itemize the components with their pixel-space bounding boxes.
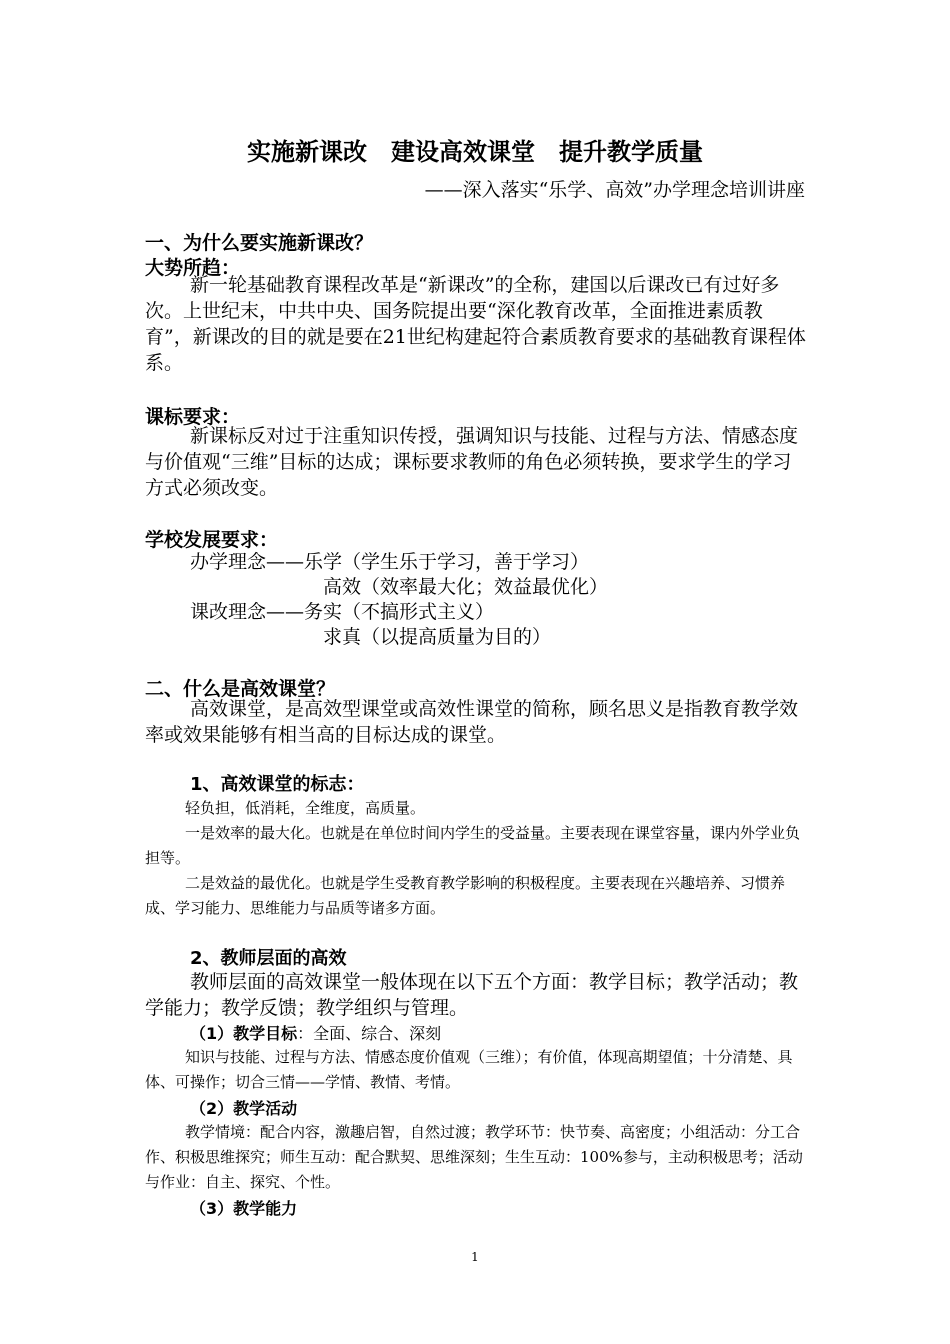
item-3-label: （3）教学能力 [190, 1199, 298, 1218]
sub1-line-3: 二是效益的最优化。也就是学生受教育教学影响的积极程度。主要表现在兴趣培养、习惯养成、学习能力、思维能力与品质等诸多方面。 [145, 874, 786, 917]
item-3-heading [190, 1196, 297, 1219]
school-line-1: 办学理念——乐学（学生乐于学习，善于学习） [190, 551, 590, 573]
item-1-keywords: ：全面、综合、深刻 [297, 1024, 442, 1043]
sub2-intro: 教师层面的高效课堂一般体现在以下五个方面：教学目标；教学活动；教学能力；教学反馈；教学组织与管理。 [145, 971, 799, 1019]
section-2-intro: 高效课堂，是高效型课堂或高效性课堂的简称，顾名思义是指教育教学效率或效果能够有相当高的目标达成的课堂。 [145, 698, 799, 746]
section-2-heading: 二、什么是高效课堂？ [145, 678, 336, 700]
document-subtitle: ——深入落实“乐学、高效”办学理念培训讲座 [424, 179, 805, 201]
standard-paragraph: 新课标反对过于注重知识传授，强调知识与技能、过程与方法、情感态度与价值观“三维”目标的达成；课标要求教师的角色必须转换，要求学生的学习方式必须改变。 [145, 425, 799, 499]
school-line-3: 课改理念——务实（不搞形式主义） [190, 601, 495, 623]
school-line-4: 求真（以提高质量为目的） [323, 626, 552, 648]
page-number: 1 [471, 1250, 479, 1264]
sub1-line-2: 一是效率的最大化。也就是在单位时间内学生的受益量。主要表现在课堂容量，课内外学业负担等。 [145, 824, 801, 867]
item-1-label: （1）教学目标 [190, 1024, 298, 1043]
document-title: 实施新课改 建设高效课堂 提升教学质量 [247, 138, 703, 166]
item-2-heading [190, 1096, 297, 1119]
school-line-2: 高效（效率最大化；效益最优化） [323, 576, 609, 598]
school-heading: 学校发展要求： [145, 529, 279, 551]
sub2-heading: 2、教师层面的高效 [190, 948, 347, 969]
sub1-line-1: 轻负担，低消耗，全维度，高质量。 [185, 799, 426, 817]
trend-heading: 大势所趋： [145, 257, 241, 279]
item-2-text: 教学情境：配合内容，激趣启智，自然过渡；教学环节：快节奏、高密度；小组活动：分工合作、积极思维探究；师生互动：配合默契、思维深刻；生生互动：100%参与，主动积极思考；活动与作业：自主、探究、个性。 [145, 1123, 803, 1191]
item-1-heading [190, 1021, 441, 1044]
trend-paragraph: 新一轮基础教育课程改革是“新课改”的全称，建国以后课改已有过好多次。上世纪末，中共中央、国务院提出要“深化教育改革，全面推进素质教育”，新课改的目的就是要在21世纪构建起符合素质教育要求的基础教育课程体系。 [145, 274, 806, 374]
item-1-text: 知识与技能、过程与方法、情感态度价值观（三维）；有价值，体现高期望值；十分清楚、具体、可操作；切合三情——学情、教情、考情。 [145, 1048, 793, 1091]
section-1-heading: 一、为什么要实施新课改？ [145, 232, 374, 254]
standard-heading: 课标要求： [145, 406, 241, 428]
sub1-heading: 1、高效课堂的标志： [190, 774, 365, 795]
item-2-label: （2）教学活动 [190, 1099, 298, 1118]
